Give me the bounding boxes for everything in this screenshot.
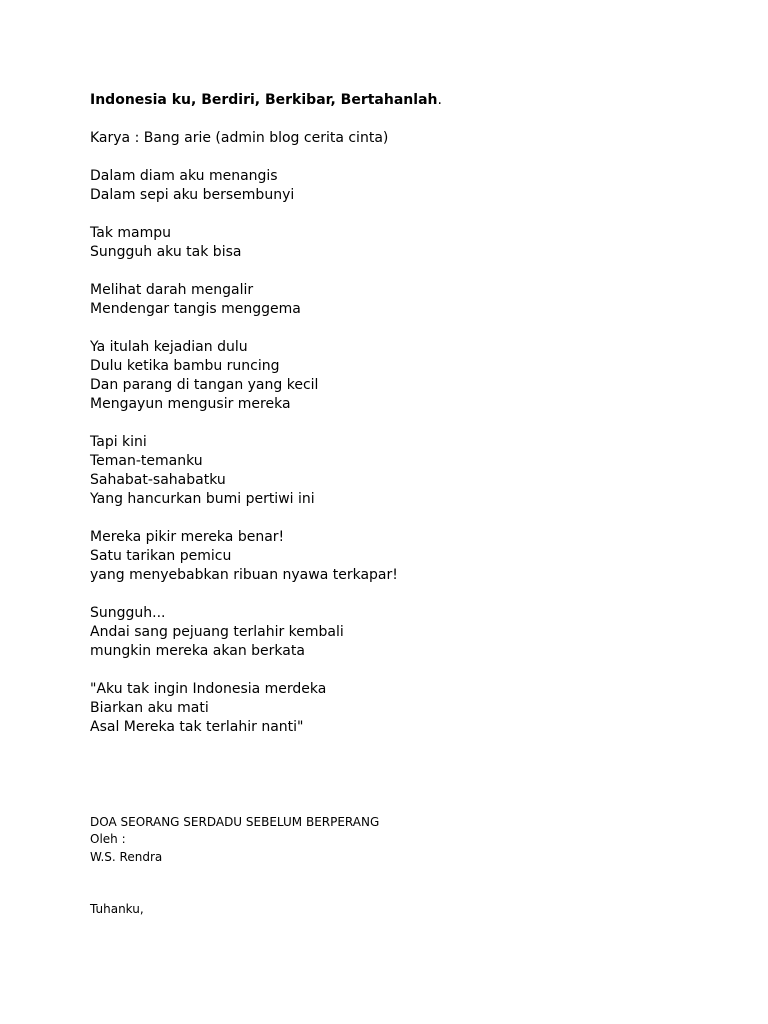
poem-line: Melihat darah mengalir [90,282,254,298]
poem-author: Karya : Bang arie (admin blog cerita cinta) [90,130,389,146]
poem-line: Dulu ketika bambu runcing [90,358,280,374]
poem-line: "Aku tak ingin Indonesia merdeka [90,681,327,697]
poem-line: Sahabat-sahabatku [90,472,226,488]
poem-line: Dalam sepi aku bersembunyi [90,187,295,203]
poem-line: Asal Mereka tak terlahir nanti" [90,719,304,735]
second-poem-by-label: Oleh : [90,832,126,846]
poem-line: Sungguh aku tak bisa [90,244,242,260]
poem-line: Satu tarikan pemicu [90,548,232,564]
poem-line: Mendengar tangis menggema [90,301,301,317]
poem-line: Sungguh... [90,605,166,621]
poem-line: Mereka pikir mereka benar! [90,529,285,545]
poem-line: Ya itulah kejadian dulu [90,339,248,355]
poem-title-text: Indonesia ku, Berdiri, Berkibar, Bertahanlah [90,92,438,108]
poem-title [90,91,442,110]
poem-line: Tapi kini [90,434,147,450]
poem-line: Biarkan aku mati [90,700,209,716]
poem-line: Andai sang pejuang terlahir kembali [90,624,344,640]
poem-line: Mengayun mengusir mereka [90,396,291,412]
second-poem-first-line: Tuhanku, [90,902,144,916]
poem-line: mungkin mereka akan berkata [90,643,305,659]
poem-line: Dalam diam aku menangis [90,168,278,184]
poem-line: Tak mampu [90,225,171,241]
poem-title-period: . [437,92,442,108]
second-poem-author: W.S. Rendra [90,850,163,864]
poem-line: Yang hancurkan bumi pertiwi ini [90,491,315,507]
poem-line: Dan parang di tangan yang kecil [90,377,319,393]
poem-line: yang menyebabkan ribuan nyawa terkapar! [90,567,398,583]
poem-line: Teman-temanku [90,453,203,469]
second-poem-title: DOA SEORANG SERDADU SEBELUM BERPERANG [90,815,380,829]
